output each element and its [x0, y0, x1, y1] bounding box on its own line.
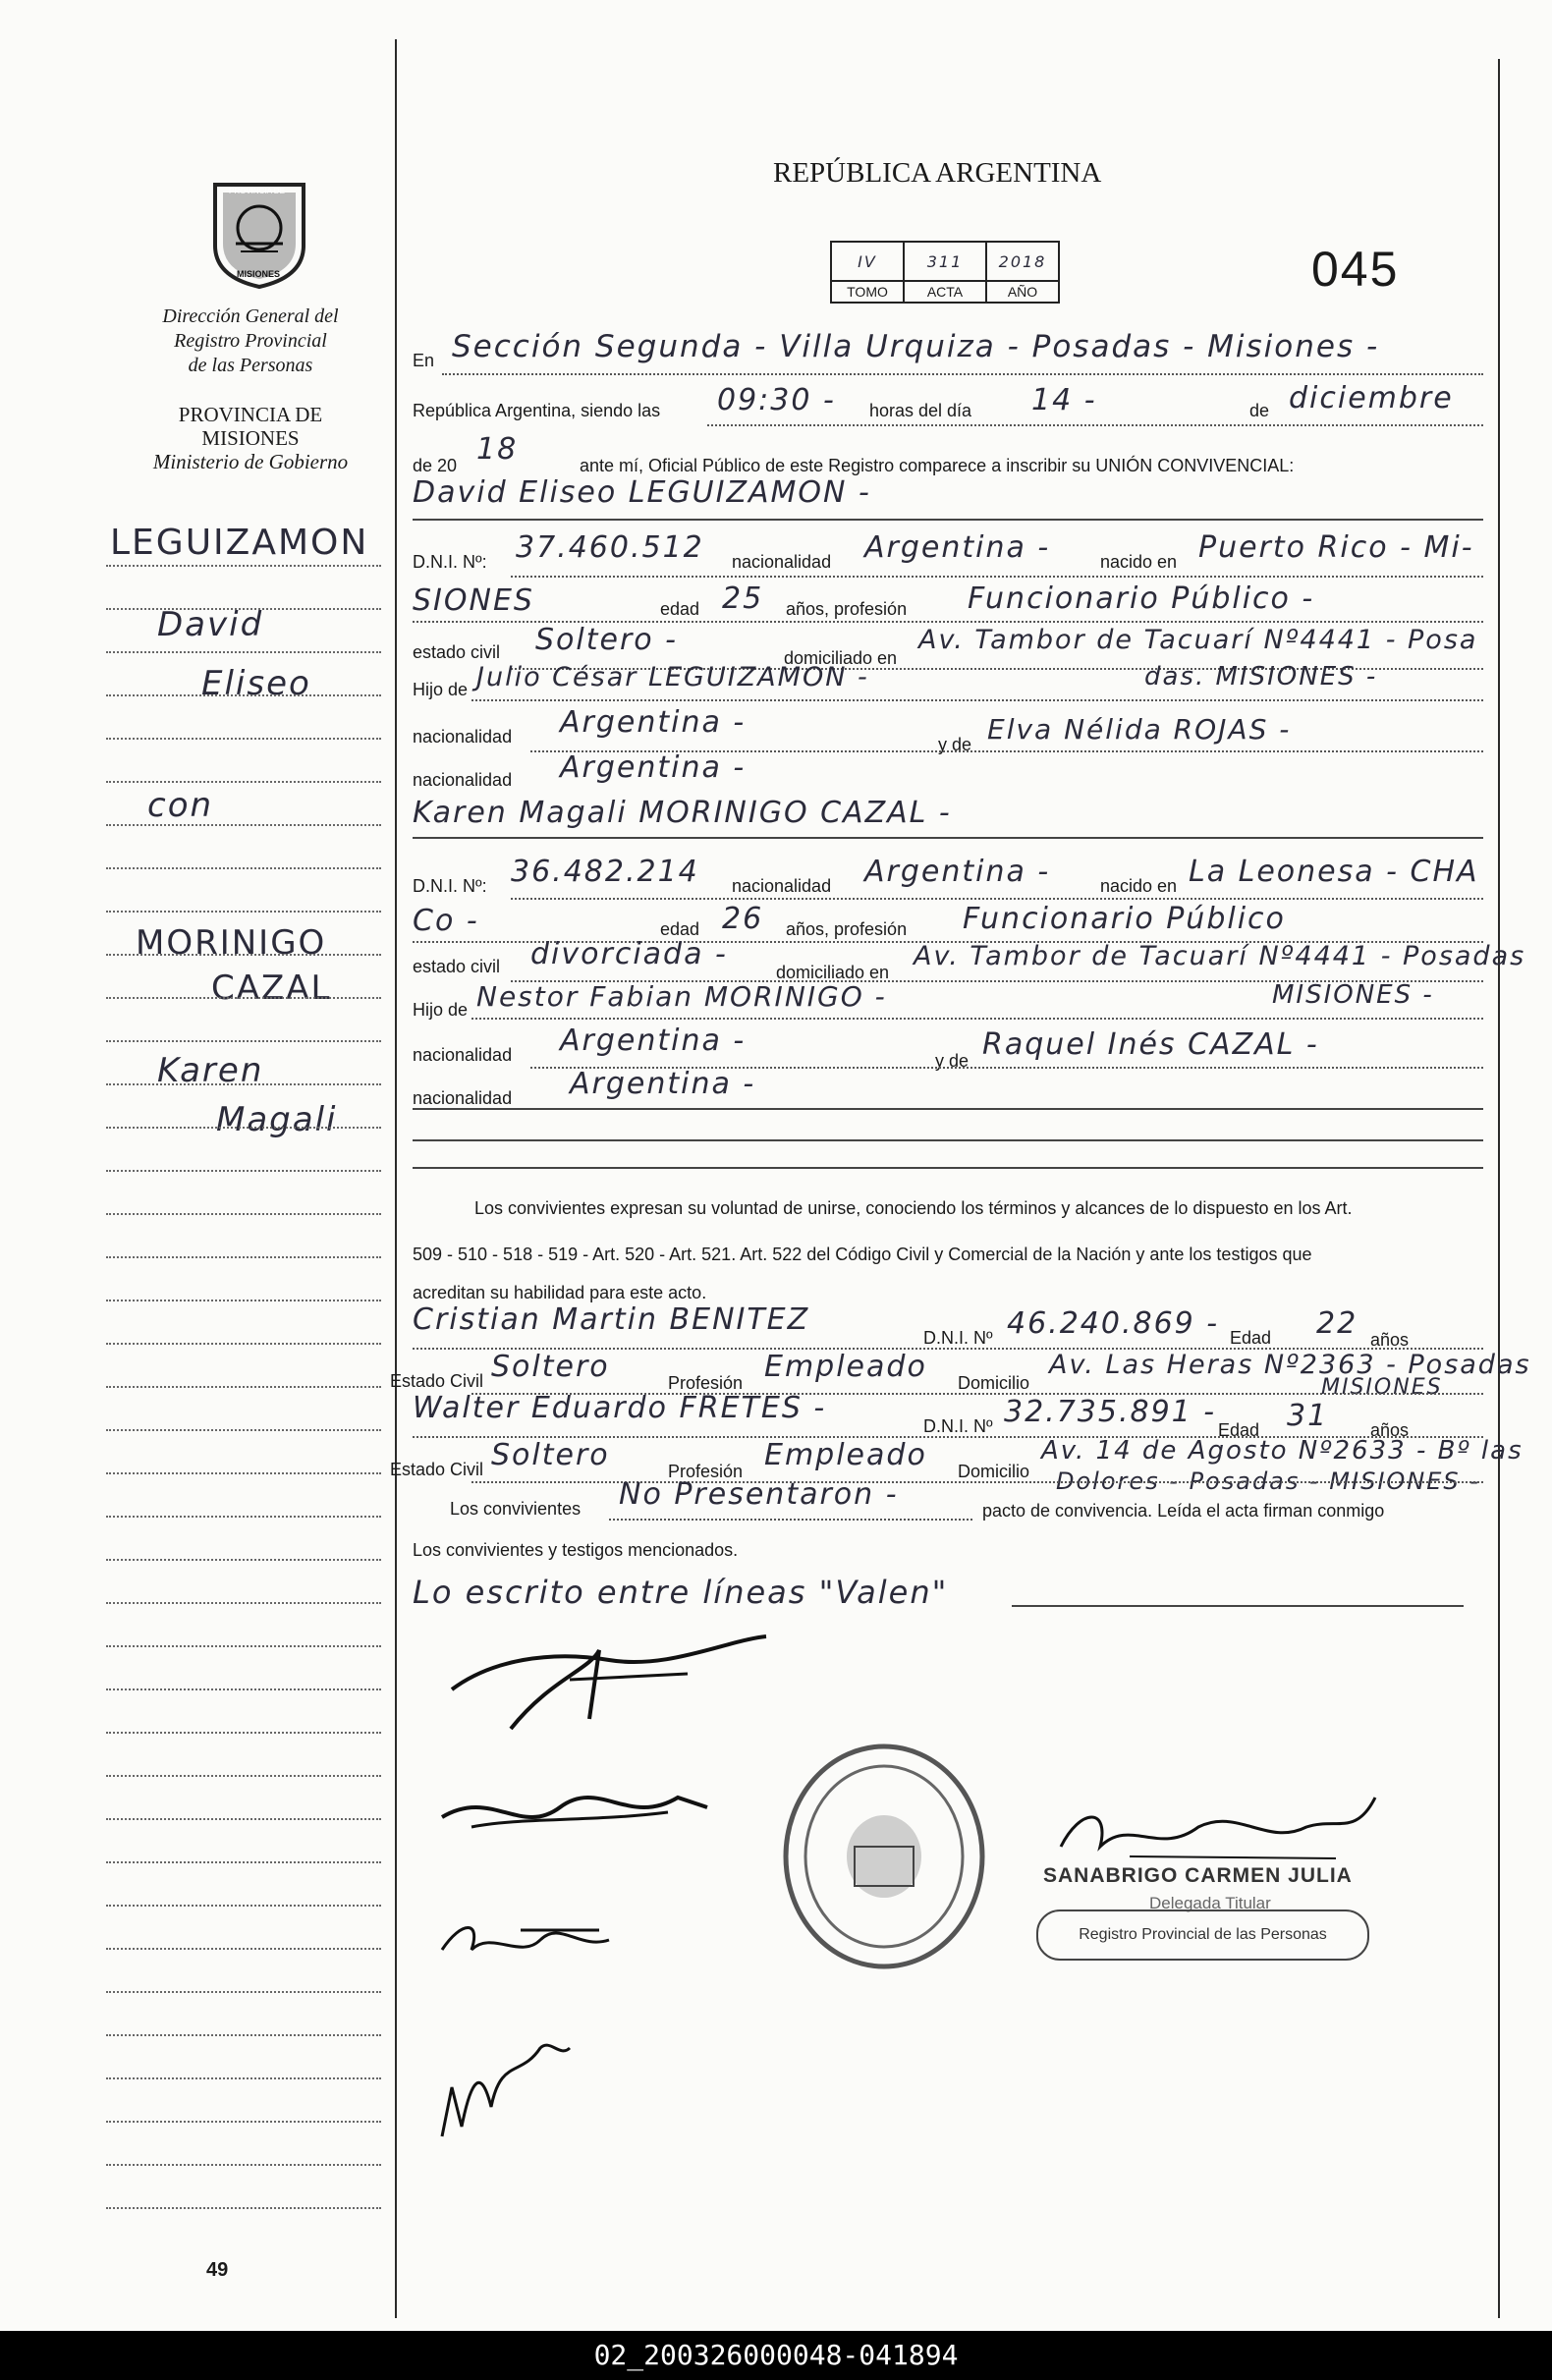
line-19: [413, 1167, 1483, 1169]
signature-1: [432, 1631, 786, 1748]
signature-4: [422, 2019, 580, 2146]
p2-born-value: La Leonesa - CHA: [1189, 855, 1479, 889]
de20-label: de 20: [413, 456, 458, 475]
province-seal: [201, 175, 317, 291]
statement-line-2: 509 - 510 - 518 - 519 - Art. 520 - Art. 521. Art. 522 del Código Civil y Comercial de la Nación y ante los testigos que: [413, 1245, 1312, 1264]
w1-civil-value: Soltero: [491, 1350, 610, 1384]
seal-text-bottom: MISIONES: [237, 269, 281, 279]
p2-mother-nac: Argentina -: [570, 1067, 756, 1101]
line-1: [442, 373, 1483, 375]
w2-prof-value: Empleado: [764, 1438, 927, 1472]
w2-civil-value: Soltero: [491, 1438, 610, 1472]
tomo-acta-box: [830, 241, 1060, 304]
w1-dom-value-2: MISIONES: [1321, 1375, 1443, 1400]
ministry-name: Ministerio de Gobierno: [152, 450, 349, 473]
sidebar-rule: [106, 1559, 381, 1561]
registry-stamp: [776, 1739, 992, 1974]
p1-fnac-label: nacionalidad: [413, 727, 513, 747]
person2-name: Karen Magali MORINIGO CAZAL -: [413, 796, 952, 830]
w1-prof-label: Profesión: [668, 1373, 744, 1393]
p1-civil-value: Soltero -: [535, 623, 679, 657]
province-block: [118, 403, 383, 473]
official-registry-text: Registro Provincial de las Personas: [1079, 1926, 1327, 1943]
p2-dom-value: Av. Tambor de Tacuarí Nº4441 - Posadas: [914, 941, 1526, 971]
sidebar-rule: [106, 1343, 381, 1345]
p1-born-value-2: SIONES: [413, 583, 534, 618]
p2-father-nac: Argentina -: [560, 1024, 747, 1058]
p2-fnac-label: nacionalidad: [413, 1045, 513, 1065]
sidebar-rule: [106, 1991, 381, 1993]
acta-label: ACTA: [904, 281, 986, 303]
w2-dom-value: Av. 14 de Agosto Nº2633 - Bº las: [1041, 1436, 1524, 1466]
agency-line-1: Dirección General del: [162, 305, 339, 327]
agency-line-3: de las Personas: [188, 355, 313, 376]
w2-anos-label: años: [1370, 1420, 1410, 1440]
line-17: [413, 1108, 1483, 1110]
acta-number: 045: [1311, 242, 1400, 297]
official-registry: [1036, 1910, 1369, 1961]
w1-anos-label: años: [1370, 1330, 1410, 1350]
w1-dom-label: Domicilio: [958, 1373, 1030, 1393]
sidebar-rule: [106, 1818, 381, 1820]
p1-nac-value: Argentina -: [864, 530, 1051, 565]
sidebar-rule: [106, 608, 381, 610]
official-text: ante mí, Oficial Público de este Registro comparece a inscribir su UNIÓN CONVIVENCIAL:: [580, 456, 1295, 475]
w1-dni-label: D.N.I. Nº: [923, 1328, 993, 1348]
tomo-label: TOMO: [831, 281, 904, 303]
sidebar-given-2a: Karen: [157, 1051, 264, 1090]
w2-civil-label: Estado Civil: [390, 1460, 484, 1479]
line-8: [471, 699, 1483, 701]
sidebar-rule: [106, 867, 381, 869]
sidebar-rule: [106, 1645, 381, 1647]
sidebar-rule: [106, 1256, 381, 1258]
sidebar-rule: [106, 1040, 381, 1042]
w1-dom-value: Av. Las Heras Nº2363 - Posadas: [1049, 1350, 1531, 1380]
sidebar-rule: [106, 651, 381, 653]
p1-dom-value-2: das. MISIONES -: [1144, 662, 1378, 692]
p2-dom-value-2: MISIONES -: [1272, 980, 1434, 1010]
place-value: Sección Segunda - Villa Urquiza - Posadas - Misiones -: [452, 329, 1380, 364]
p1-age-value: 25: [722, 581, 764, 616]
seal-text-top: PROVINCIA DE: [229, 187, 285, 195]
sidebar-surname-2b: CAZAL: [211, 969, 332, 1008]
sidebar-rule: [106, 1602, 381, 1604]
p2-dom-label: domiciliado en: [776, 963, 890, 982]
acta-value: 311: [904, 242, 986, 281]
sidebar-surname-2a: MORINIGO: [136, 923, 327, 963]
w1-civil-label: Estado Civil: [390, 1371, 484, 1391]
sidebar-rule: [106, 1472, 381, 1474]
sidebar-given-1a: David: [157, 605, 264, 644]
p2-civil-label: estado civil: [413, 957, 501, 976]
p2-nac-label: nacionalidad: [732, 876, 832, 896]
sidebar-rule: [106, 1429, 381, 1431]
signature-3: [432, 1901, 629, 1979]
day-value: 14 -: [1031, 383, 1097, 417]
sidebar-rule: [106, 1688, 381, 1690]
page-number: 49: [206, 2259, 229, 2281]
p2-hijo-label: Hijo de: [413, 1000, 469, 1020]
p1-nac-label: nacionalidad: [732, 552, 832, 572]
sidebar-rule: [106, 1775, 381, 1777]
p2-age-label: edad: [660, 919, 700, 939]
sidebar-connector: con: [147, 786, 214, 825]
country-title: REPÚBLICA ARGENTINA: [773, 157, 1102, 189]
sidebar-given-2b: Magali: [216, 1100, 338, 1139]
sidebar-rule: [106, 1861, 381, 1863]
w2-prof-label: Profesión: [668, 1462, 744, 1481]
province-line-2: MISIONES: [201, 426, 300, 450]
p2-yde-label: y de: [935, 1051, 970, 1071]
agency-line-2: Registro Provincial: [174, 330, 327, 352]
p2-born-value-2: Co -: [413, 904, 479, 938]
p1-dni-label: D.N.I. Nº:: [413, 552, 487, 572]
sidebar-rule: [106, 1948, 381, 1950]
p2-father: Nestor Fabian MORINIGO -: [476, 980, 887, 1013]
p2-age-value: 26: [722, 902, 764, 936]
right-margin-line: [1498, 59, 1500, 2318]
line-18: [413, 1139, 1483, 1141]
witness2-name: Walter Eduardo FRETES -: [413, 1391, 827, 1425]
p1-hijo-label: Hijo de: [413, 680, 469, 699]
sidebar-rule: [106, 824, 381, 826]
w2-age-value: 31: [1287, 1399, 1329, 1433]
conv-value: No Presentaron -: [619, 1477, 899, 1512]
sidebar-rule: [106, 2077, 381, 2079]
p1-prof-label: años, profesión: [786, 599, 908, 619]
sidebar-rule: [106, 954, 381, 956]
line-4: [413, 519, 1483, 521]
horas-label: horas del día: [869, 401, 972, 420]
p1-born-value: Puerto Rico - Mi-: [1198, 530, 1474, 565]
sidebar-rule: [106, 1213, 381, 1215]
p2-dni-value: 36.482.214: [511, 855, 699, 889]
line-11: [413, 837, 1483, 839]
left-margin-line: [395, 39, 397, 2318]
p1-age-label: edad: [660, 599, 700, 619]
p2-nac-value: Argentina -: [864, 855, 1051, 889]
sidebar-rule: [106, 1516, 381, 1518]
sidebar-surname-1: LEGUIZAMON: [110, 523, 369, 563]
tomo-value: IV: [831, 242, 904, 281]
sidebar-rule: [106, 2121, 381, 2123]
w1-age-value: 22: [1316, 1306, 1358, 1341]
p2-civil-value: divorciada -: [530, 937, 728, 971]
w2-edad-label: Edad: [1218, 1420, 1260, 1440]
p1-born-label: nacido en: [1100, 552, 1178, 572]
p1-prof-value: Funcionario Público -: [968, 581, 1315, 616]
line-5: [511, 576, 1483, 578]
time-value: 09:30 -: [717, 383, 836, 417]
note-underline: [1012, 1605, 1464, 1607]
closing-text: Los convivientes y testigos mencionados.: [413, 1540, 739, 1560]
p1-father-nac: Argentina -: [560, 705, 747, 740]
line-2: [707, 424, 1483, 426]
sidebar-rule: [106, 1905, 381, 1907]
sidebar-given-1b: Eliseo: [201, 664, 311, 703]
p2-prof-value: Funcionario Público: [963, 902, 1286, 936]
republica-label: República Argentina, siendo las: [413, 401, 661, 420]
p1-mother-nac: Argentina -: [560, 750, 747, 785]
w2-dom-value-2: Dolores - Posadas - MISIONES -: [1056, 1467, 1480, 1495]
sidebar-rule: [106, 738, 381, 740]
official-name: SANABRIGO CARMEN JULIA: [1043, 1864, 1353, 1887]
w1-edad-label: Edad: [1230, 1328, 1272, 1348]
sidebar-rule: [106, 911, 381, 913]
w2-dni-label: D.N.I. Nº: [923, 1416, 993, 1436]
p1-dom-label: domiciliado en: [784, 648, 898, 668]
w1-dni-value: 46.240.869 -: [1007, 1306, 1220, 1341]
province-line-1: PROVINCIA DE: [178, 403, 323, 426]
note-text: Lo escrito entre líneas "Valen": [413, 1574, 949, 1611]
sidebar-rule: [106, 1127, 381, 1129]
p2-mnac-label: nacionalidad: [413, 1088, 513, 1108]
p2-prof-label: años, profesión: [786, 919, 908, 939]
p1-yde-label: y de: [938, 735, 972, 754]
p2-mother: Raquel Inés CAZAL -: [982, 1027, 1319, 1062]
agency-name: [118, 304, 383, 378]
line-24: [609, 1519, 972, 1521]
pacto-text: pacto de convivencia. Leída el acta firman conmigo: [982, 1501, 1385, 1521]
w1-prof-value: Empleado: [764, 1350, 927, 1384]
sidebar-rule: [106, 2164, 381, 2166]
p1-civil-label: estado civil: [413, 642, 501, 662]
year-value: 18: [476, 432, 519, 467]
conv-label: Los convivientes: [450, 1499, 582, 1519]
sidebar-rule: [106, 781, 381, 783]
line-15: [471, 1018, 1483, 1020]
official-title: Delegada Titular: [1149, 1894, 1271, 1912]
person1-name: David Eliseo LEGUIZAMON -: [413, 475, 871, 510]
p1-dom-value: Av. Tambor de Tacuarí Nº4441 - Posa: [918, 625, 1478, 655]
month-value: diciembre: [1289, 381, 1454, 415]
p2-born-label: nacido en: [1100, 876, 1178, 896]
sidebar-rule: [106, 1083, 381, 1085]
witness1-name: Cristian Martin BENITEZ: [413, 1302, 810, 1337]
p2-dni-label: D.N.I. Nº:: [413, 876, 487, 896]
sidebar-rule: [106, 694, 381, 696]
document-id-footer: 02_200326000048-041894: [0, 2331, 1552, 2380]
statement-line-1: Los convivientes expresan su voluntad de unirse, conociendo los términos y alcances de lo dispuesto en los Art.: [474, 1198, 1353, 1218]
ano-label: AÑO: [986, 281, 1059, 303]
sidebar-rule: [106, 1732, 381, 1734]
sidebar-rule: [106, 1386, 381, 1388]
ano-value: 2018: [986, 242, 1059, 281]
de-label: de: [1249, 401, 1270, 420]
sidebar-rule: [106, 565, 381, 567]
signature-2: [432, 1768, 727, 1847]
w2-dni-value: 32.735.891 -: [1004, 1395, 1217, 1429]
sidebar-rule: [106, 2207, 381, 2209]
sidebar-rule: [106, 1300, 381, 1301]
p1-mnac-label: nacionalidad: [413, 770, 513, 790]
sidebar-rule: [106, 997, 381, 999]
p1-dni-value: 37.460.512: [516, 530, 704, 565]
p1-father: Julio César LEGUIZAMON -: [476, 662, 869, 692]
statement-line-3: acreditan su habilidad para este acto.: [413, 1283, 707, 1302]
w2-dom-label: Domicilio: [958, 1462, 1030, 1481]
line-12: [511, 898, 1483, 900]
sidebar-rule: [106, 2034, 381, 2036]
p1-mother: Elva Nélida ROJAS -: [987, 713, 1292, 746]
sidebar-rule: [106, 1170, 381, 1172]
official-signature: [1041, 1788, 1385, 1876]
en-label: En: [413, 351, 435, 370]
